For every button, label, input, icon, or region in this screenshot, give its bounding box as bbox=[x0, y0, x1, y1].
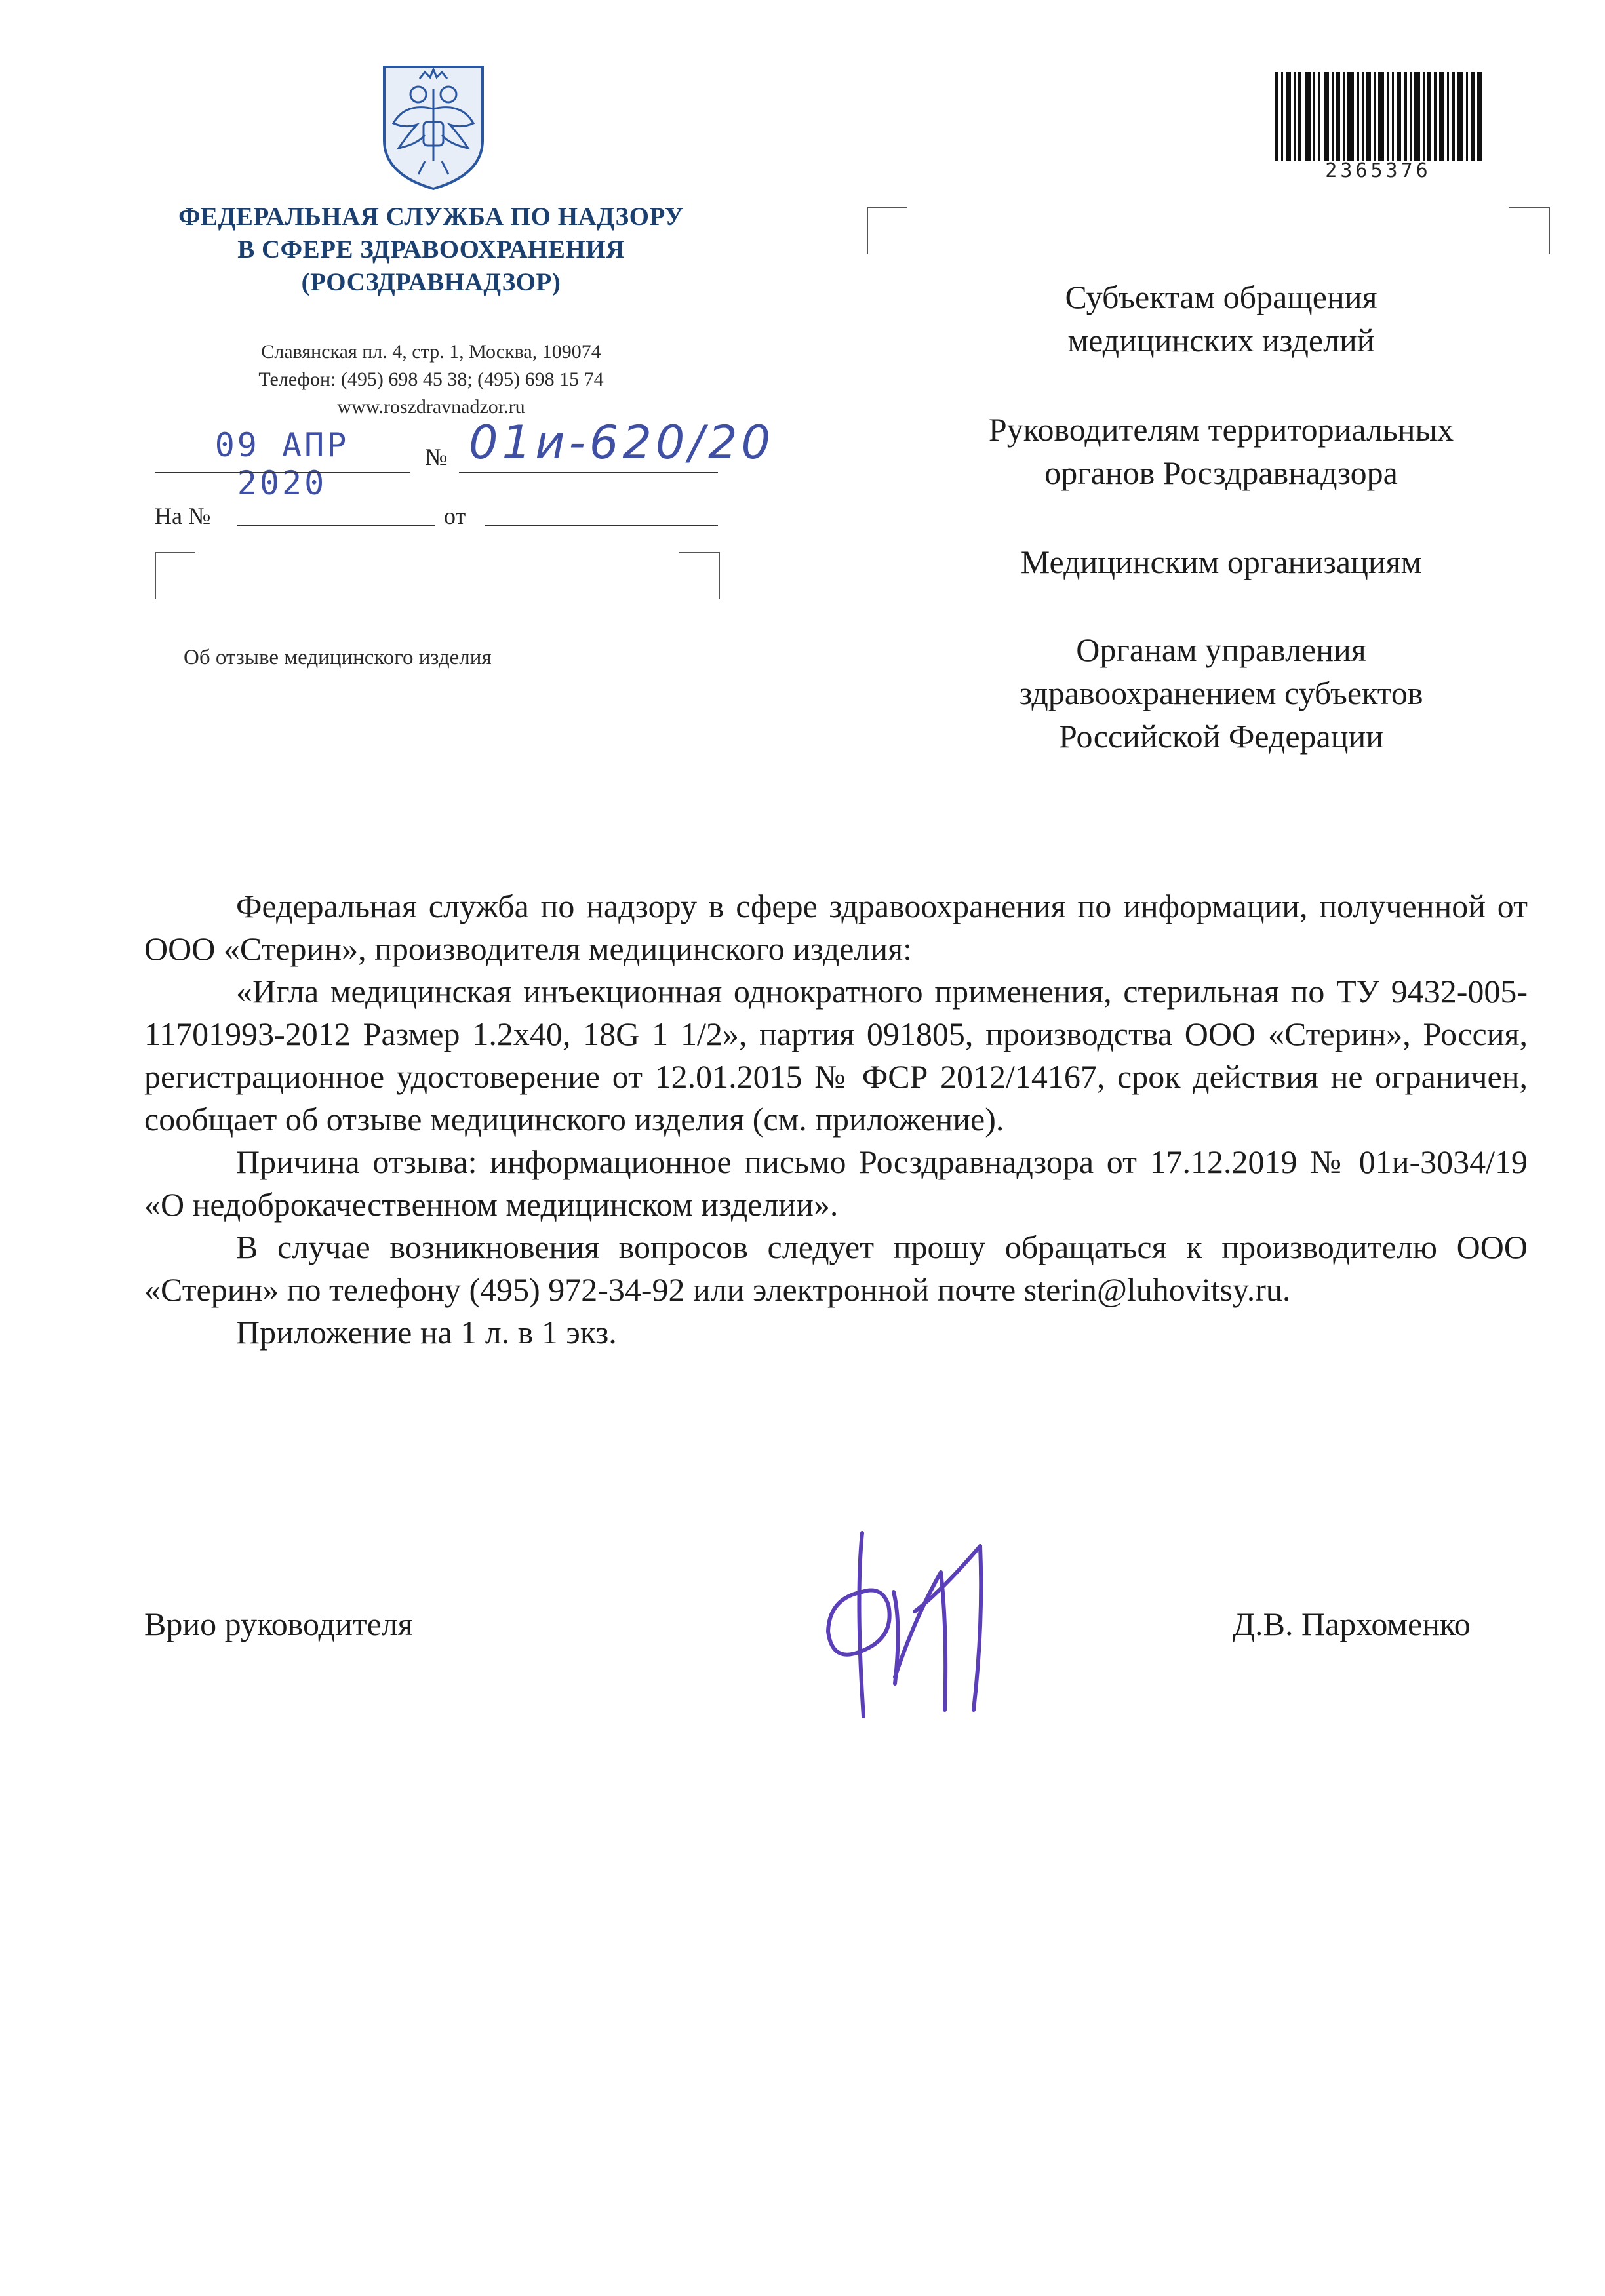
subject-corner-left bbox=[155, 552, 195, 599]
reply-date-line bbox=[485, 525, 718, 526]
agency-phone: Телефон: (495) 698 45 38; (495) 698 15 74 bbox=[258, 368, 604, 390]
recipient-3-line-1: Медицинским организациям bbox=[1020, 544, 1422, 580]
recipient-4-line-2: здравоохранением субъектов bbox=[1019, 675, 1423, 711]
recipient-4 bbox=[865, 628, 1577, 758]
reply-number-line bbox=[237, 525, 435, 526]
body-paragraph-1: Федеральная служба по надзору в сфере здравоохранения по информации, полученной от ООО «Стерин», производителя медицинского изделия: bbox=[144, 888, 1528, 967]
handwritten-signature-icon bbox=[816, 1520, 1006, 1730]
body-paragraph-2: «Игла медицинская инъекционная однократного применения, стерильная по ТУ 9432-005-11701993-2012 Размер 1.2x40, 18G 1 1/2», партия 091805, производства ООО «Стерин», Россия, регистрационное удостоверение от 12.01.2015 № ФСР 2012/14167, срок действия не ограничен, сообщает об отзыве медицинского изделия (см. приложение). bbox=[144, 973, 1528, 1138]
barcode-number: 2365376 bbox=[1325, 159, 1431, 182]
recipient-1-line-1: Субъектам обращения bbox=[1065, 279, 1377, 315]
barcode-image bbox=[1275, 72, 1482, 161]
recipient-1 bbox=[865, 275, 1577, 362]
agency-name-line-2: В СФЕРЕ ЗДРАВООХРАНЕНИЯ bbox=[237, 235, 625, 264]
recipient-1-line-2: медицинских изделий bbox=[1067, 322, 1375, 359]
reply-date-label: от bbox=[444, 503, 466, 529]
recipient-corner-left bbox=[867, 207, 907, 254]
number-underline bbox=[459, 472, 718, 473]
recipient-corner-right bbox=[1509, 207, 1550, 254]
letter-subject: Об отзыве медицинского изделия bbox=[184, 646, 492, 669]
subject-corner-right bbox=[679, 552, 720, 599]
body-paragraph-5: Приложение на 1 л. в 1 экз. bbox=[236, 1314, 617, 1351]
recipient-2 bbox=[865, 408, 1577, 494]
agency-website: www.roszdravnadzor.ru bbox=[337, 396, 525, 418]
registration-number: 01и-620/20 bbox=[469, 416, 775, 469]
registration-number-label: № bbox=[425, 444, 448, 470]
recipient-3 bbox=[865, 540, 1577, 584]
agency-name-line-3: (РОСЗДРАВНАДЗОР) bbox=[301, 268, 561, 296]
recipient-2-line-1: Руководителям территориальных bbox=[988, 411, 1454, 448]
recipient-2-line-2: органов Росздравнадзора bbox=[1044, 454, 1398, 491]
agency-address: Славянская пл. 4, стр. 1, Москва, 109074 bbox=[261, 341, 601, 363]
date-underline bbox=[155, 472, 410, 473]
reply-number-label: На № bbox=[155, 503, 211, 529]
signatory-position: Врио руководителя bbox=[144, 1606, 413, 1642]
registration-date-stamp: 09 АПР 2020 bbox=[214, 426, 349, 502]
recipient-4-line-1: Органам управления bbox=[1076, 631, 1366, 668]
coat-of-arms-icon bbox=[379, 63, 488, 193]
agency-name-line-1: ФЕДЕРАЛЬНАЯ СЛУЖБА ПО НАДЗОРУ bbox=[178, 203, 684, 231]
body-paragraph-4: В случае возникновения вопросов следует прошу обращаться к производителю ООО «Стерин» по телефону (495) 972-34-92 или электронной почте sterin@luhovitsy.ru. bbox=[144, 1229, 1528, 1308]
recipient-4-line-3: Российской Федерации bbox=[1058, 718, 1384, 755]
body-paragraph-3: Причина отзыва: информационное письмо Росздравнадзора от 17.12.2019 № 01и-3034/19 «О недоброкачественном медицинском изделии». bbox=[144, 1143, 1528, 1223]
letter-body bbox=[144, 885, 1528, 1354]
signatory-name: Д.В. Пархоменко bbox=[1233, 1606, 1471, 1642]
